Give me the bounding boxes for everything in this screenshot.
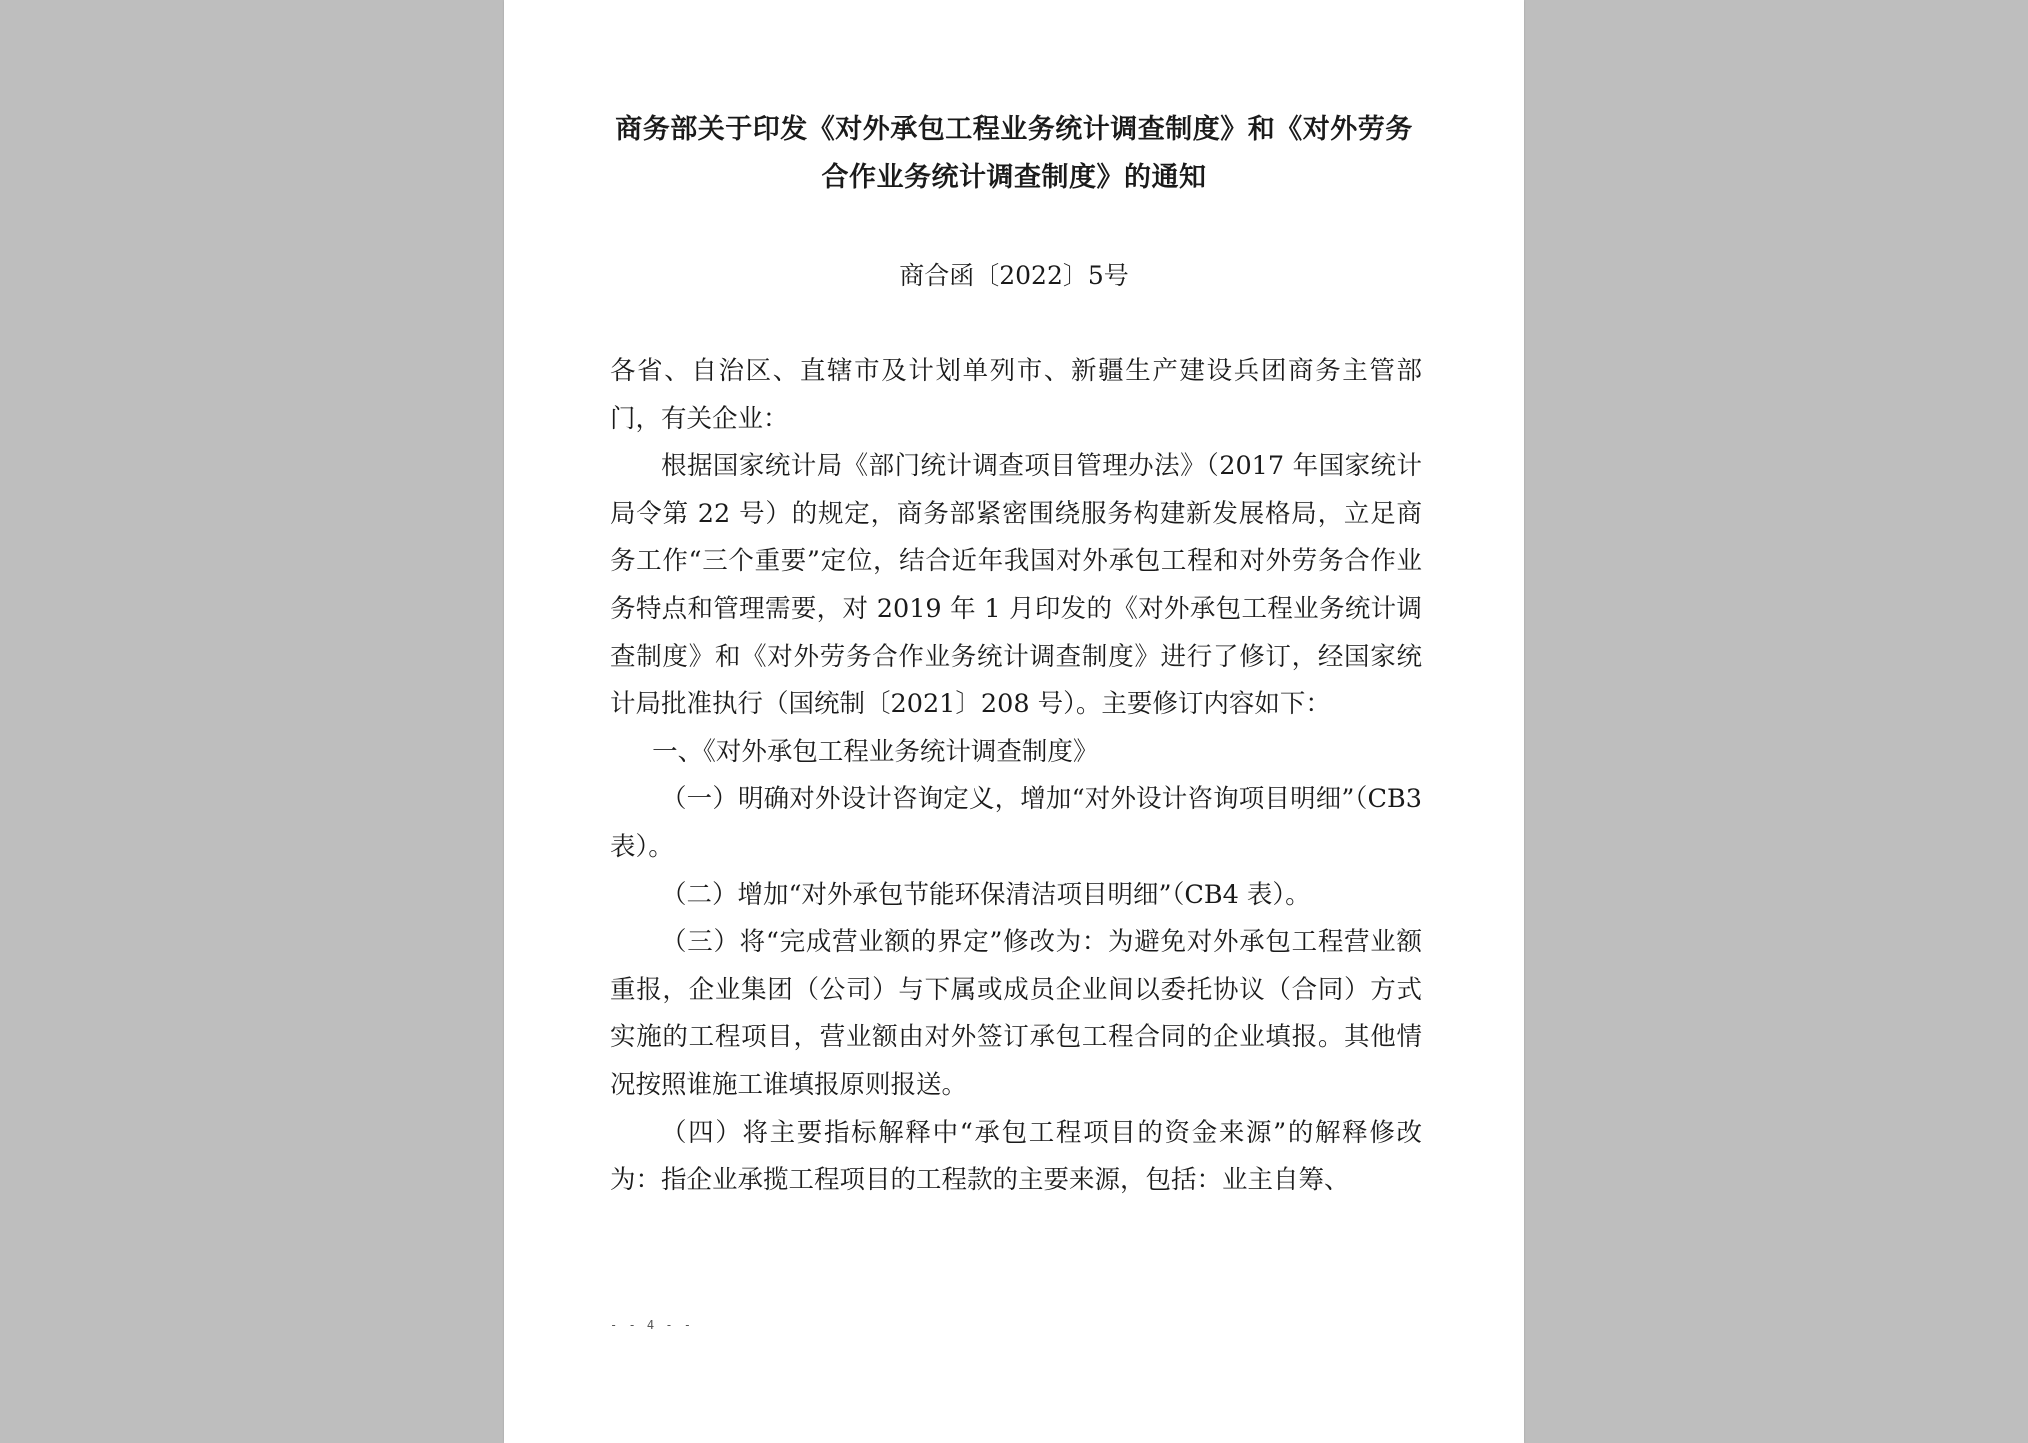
document-body [610,348,1422,1205]
paragraph-intro: 根据国家统计局《部门统计调查项目管理办法》（2017 年国家统计局令第 22 号）的规定，商务部紧密围绕服务构建新发展格局，立足商务工作“三个重要”定位，结合近年我国对外承包工程和对外劳务合作业务特点和管理需要，对 2019 年 1 月印发的《对外承包工程业务统计调查制度》和《对外劳务合作业务统计调查制度》进行了修订，经国家统计局批准执行（国统制〔2021〕208 号）。主要修订内容如下： [610,451,1422,720]
document-number: 商合函〔2022〕5号 [899,261,1129,290]
section-heading-1: 一、《对外承包工程业务统计调查制度》 [652,736,1099,767]
paragraph-item-4: （四）将主要指标解释中“承包工程项目的资金来源”的解释修改为：指企业承揽工程项目的工程款的主要来源，包括：业主自筹、 [610,1117,1422,1196]
paragraph-item-1: （一）明确对外设计咨询定义，增加“对外设计咨询项目明细”（CB3 表）。 [610,784,1422,862]
paragraph-item-2: （二）增加“对外承包节能环保清洁项目明细”（CB4 表）。 [661,879,1311,910]
document-title [504,106,1524,202]
page-number: - - 4 - - [610,1318,694,1332]
salutation: 各省、自治区、直辖市及计划单列市、新疆生产建设兵团商务主管部门，有关企业： [610,356,1422,434]
title-line-1: 商务部关于印发《对外承包工程业务统计调查制度》和《对外劳务 [615,114,1413,145]
title-line-2: 合作业务统计调查制度》的通知 [821,162,1207,193]
document-page [504,0,1524,1443]
paragraph-item-3: （三）将“完成营业额的界定”修改为：为避免对外承包工程营业额重报，企业集团（公司）与下属或成员企业间以委托协议（合同）方式实施的工程项目，营业额由对外签订承包工程合同的企业填报。其他情况按照谁施工谁填报原则报送。 [610,927,1422,1100]
